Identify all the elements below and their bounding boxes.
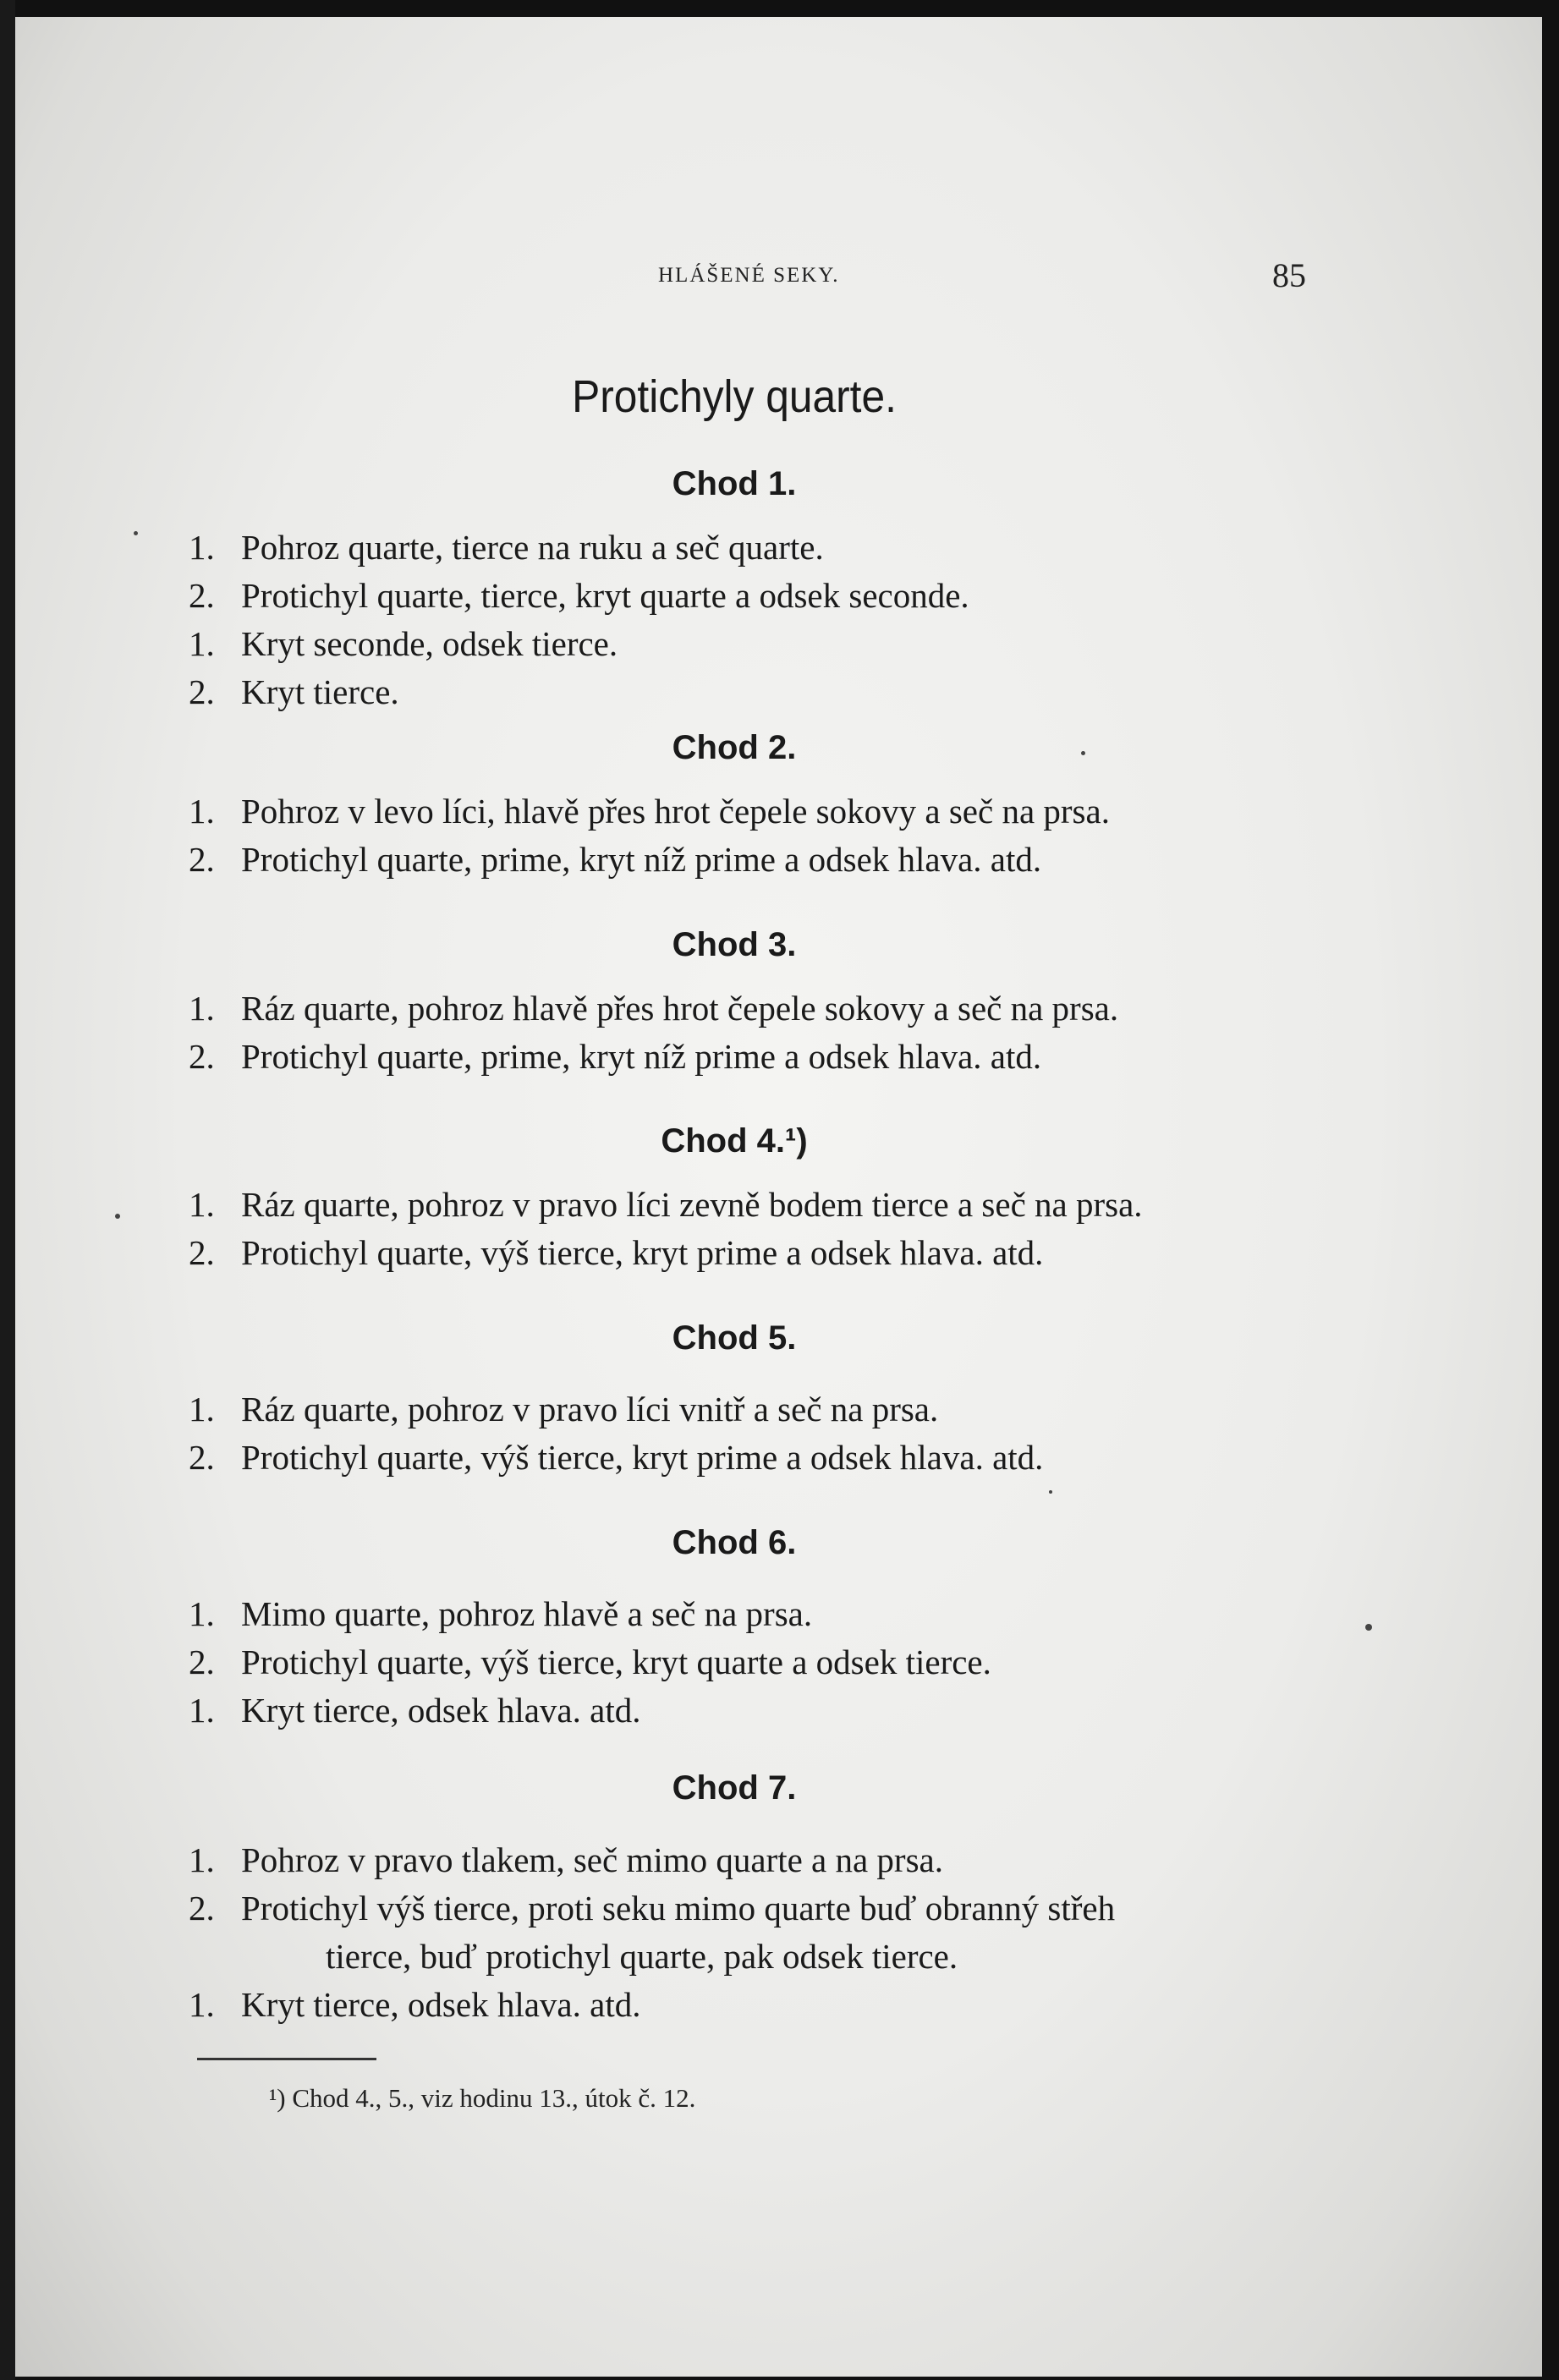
section-heading: Chod 3. (672, 926, 797, 963)
list-item: 1. Pohroz v pravo tlakem, seč mimo quarte a na prsa. (189, 1840, 943, 1879)
speck (134, 531, 138, 535)
list-item: 1. Pohroz quarte, tierce na ruku a seč quarte. (189, 528, 824, 567)
list-item: 1. Pohroz v levo líci, hlavě přes hrot čepele sokovy a seč na prsa. (189, 792, 1110, 831)
book-page (15, 17, 1542, 2377)
list-item: 2. Protichyl quarte, výš tierce, kryt prime a odsek hlava. atd. (189, 1233, 1044, 1272)
list-item: 1. Kryt tierce, odsek hlava. atd. (189, 1691, 641, 1730)
page-left-edge (0, 0, 15, 2380)
list-item: 1. Ráz quarte, pohroz v pravo líci vnitř a seč na prsa. (189, 1390, 939, 1429)
list-item: 2. Protichyl výš tierce, proti seku mimo quarte buď obranný střeh (189, 1889, 1116, 1928)
running-title: HLÁŠENÉ SEKY. (658, 264, 840, 287)
section-heading: Chod 2. (672, 729, 797, 766)
speck (1365, 1624, 1372, 1631)
list-item: 2. Protichyl quarte, výš tierce, kryt prime a odsek hlava. atd. (189, 1438, 1044, 1477)
list-item: 1. Ráz quarte, pohroz hlavě přes hrot čepele sokovy a seč na prsa. (189, 989, 1119, 1028)
page-number: 85 (1272, 256, 1306, 294)
list-item-continuation: tierce, buď protichyl quarte, pak odsek tierce. (326, 1937, 958, 1976)
list-item: 2. Protichyl quarte, tierce, kryt quarte a odsek seconde. (189, 576, 969, 615)
footnote-rule (197, 2058, 376, 2060)
speck (1081, 751, 1085, 755)
section-heading: Chod 6. (672, 1524, 797, 1561)
speck (1049, 1490, 1052, 1494)
list-item: 1. Mimo quarte, pohroz hlavě a seč na prsa. (189, 1594, 813, 1633)
section-heading: Chod 4.¹) (661, 1122, 808, 1160)
list-item: 1. Ráz quarte, pohroz v pravo líci zevně bodem tierce a seč na prsa. (189, 1185, 1143, 1224)
list-item: 2. Protichyl quarte, výš tierce, kryt quarte a odsek tierce. (189, 1642, 991, 1681)
list-item: 2. Protichyl quarte, prime, kryt níž prime a odsek hlava. atd. (189, 1037, 1042, 1076)
list-item: 1. Kryt tierce, odsek hlava. atd. (189, 1985, 641, 2024)
section-heading: Chod 5. (672, 1319, 797, 1357)
speck (115, 1214, 120, 1219)
list-item: 1. Kryt seconde, odsek tierce. (189, 624, 618, 663)
list-item: 2. Kryt tierce. (189, 672, 399, 711)
footnote: ¹) Chod 4., 5., viz hodinu 13., útok č. 12. (269, 2083, 696, 2113)
page-title: Protichyly quarte. (572, 371, 897, 422)
list-item: 2. Protichyl quarte, prime, kryt níž prime a odsek hlava. atd. (189, 840, 1042, 879)
section-heading: Chod 7. (672, 1769, 797, 1807)
section-heading: Chod 1. (672, 465, 797, 502)
